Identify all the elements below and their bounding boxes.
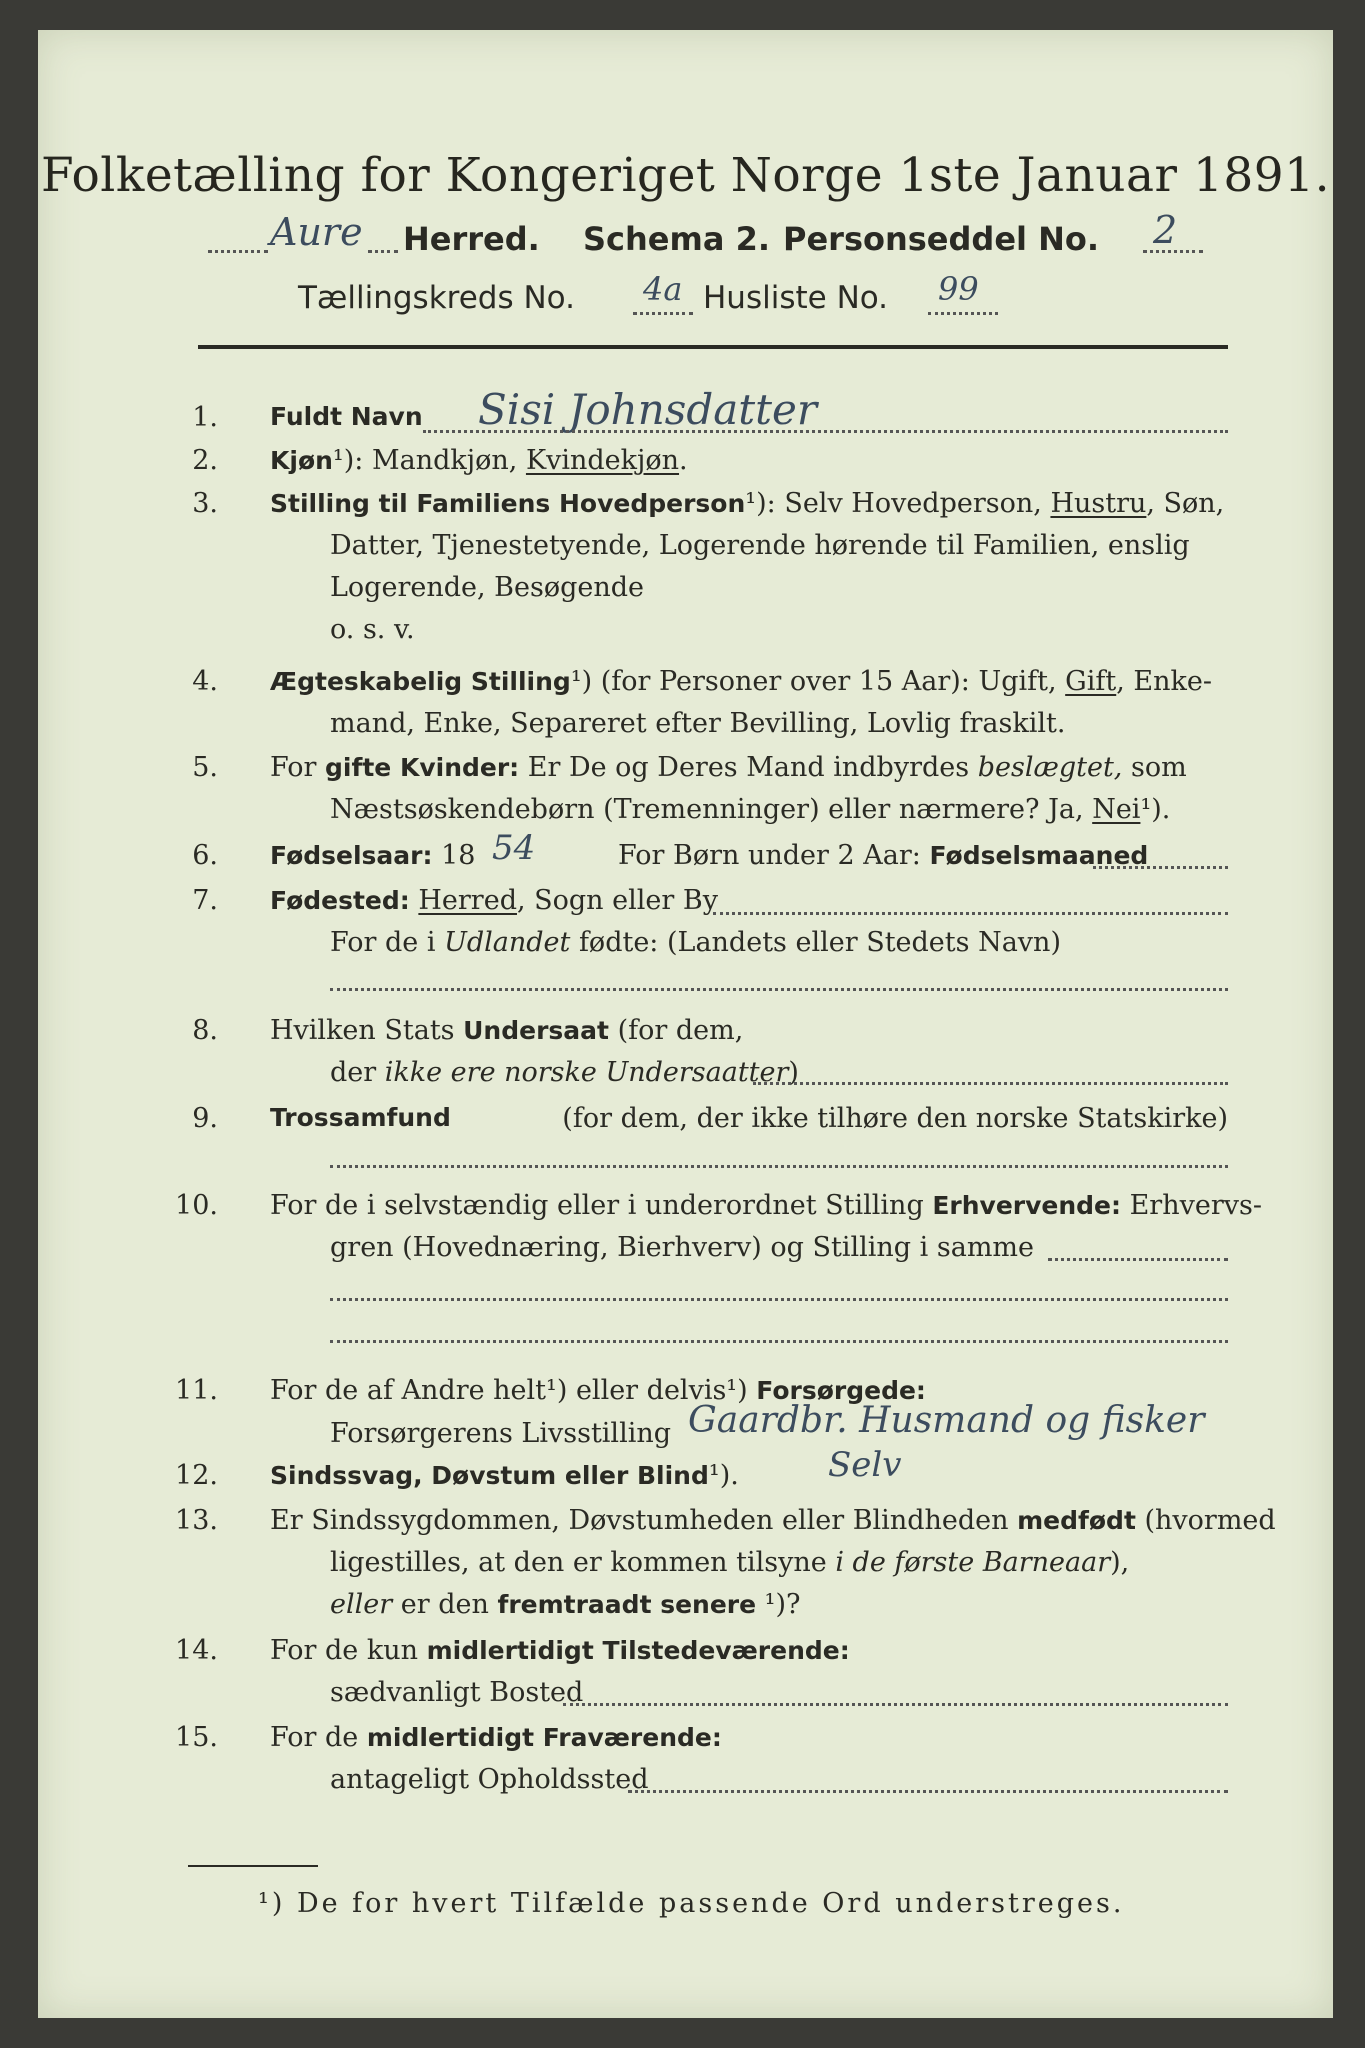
q15-number: 15. xyxy=(175,1722,218,1753)
q15-dots xyxy=(628,1790,1228,1793)
q8-line2-a: der xyxy=(330,1057,385,1088)
q5-text-e: som xyxy=(1122,752,1187,783)
q4-opt-gift: Gift xyxy=(1065,666,1117,697)
q6-value-year: 54 xyxy=(492,828,536,868)
q1-number: 1. xyxy=(192,402,218,433)
q13-line2-b: i de første Barneaar xyxy=(835,1547,1111,1578)
footnote-sup: ¹) xyxy=(258,1888,286,1919)
census-form-page xyxy=(38,30,1333,2018)
q8-number: 8. xyxy=(192,1015,218,1046)
q2-option-female: Kvindekjøn xyxy=(525,445,680,476)
q14-number: 14. xyxy=(175,1635,218,1666)
herred-dots xyxy=(208,250,268,253)
q1-value-name: Sisi Johnsdatter xyxy=(478,385,817,434)
q7-line2 xyxy=(330,927,1061,958)
q8-dots xyxy=(753,1082,1228,1085)
q7-label: Fødested: xyxy=(270,886,410,915)
q13-line3 xyxy=(330,1589,801,1620)
footnote xyxy=(258,1888,1124,1919)
q5-text-c: Er De og Deres Mand indbyrdes xyxy=(519,752,978,783)
q12-label: Sindssvag, Døvstum eller Blind xyxy=(270,1461,709,1490)
q13-number: 13. xyxy=(175,1505,218,1536)
q4-number: 4. xyxy=(192,666,218,697)
husliste-label: Husliste No. xyxy=(703,280,889,316)
q9-rest: (for dem, der ikke tilhøre den norske Statskirke) xyxy=(562,1103,1228,1134)
q7-dots xyxy=(713,912,1228,915)
husliste-value: 99 xyxy=(938,270,979,308)
q2-sup: ¹): xyxy=(332,445,372,476)
q14-text-a: For de kun xyxy=(270,1635,427,1666)
q3-opt-hustru: Hustru xyxy=(1050,488,1147,519)
q13-line3-d: ¹)? xyxy=(756,1589,801,1620)
q6-label: Fødselsaar: xyxy=(270,841,433,870)
herred-value: Aure xyxy=(270,210,363,254)
q3-line1 xyxy=(270,488,1224,519)
q7-line2-a: For de i xyxy=(330,927,445,958)
q14-line1 xyxy=(270,1635,850,1666)
q5-line2-c: ¹). xyxy=(1140,794,1171,825)
q5-opt-nei: Nei xyxy=(1092,794,1141,825)
q7-line2-b: Udlandet xyxy=(444,927,571,958)
q6-dots xyxy=(1093,866,1228,869)
q12-number: 12. xyxy=(175,1460,218,1491)
q10-label: Erhvervende: xyxy=(932,1191,1122,1220)
q15-line2: antageligt Opholdssted xyxy=(330,1764,649,1795)
q15-label: midlertidigt Fraværende: xyxy=(366,1723,722,1752)
q11-text-a: For de af Andre helt¹) eller delvis¹) xyxy=(270,1375,757,1406)
q13-line2-c: ), xyxy=(1110,1547,1130,1578)
q5-number: 5. xyxy=(192,752,218,783)
q8-text-c: (for dem, xyxy=(608,1015,744,1046)
q2-line xyxy=(270,445,688,476)
schema-label: Schema 2. xyxy=(583,220,770,258)
q6-mid: For Børn under 2 Aar: xyxy=(618,840,930,871)
q6-prefix: 18 xyxy=(432,840,476,871)
q2-option-male: Mandkjøn, xyxy=(371,445,526,476)
q4-label: Ægteskabelig Stilling xyxy=(270,667,571,696)
q13-line3-a: eller xyxy=(330,1589,393,1620)
q13-line2 xyxy=(330,1547,1129,1578)
q5-label: gifte Kvinder: xyxy=(325,753,520,782)
q2-label: Kjøn xyxy=(270,446,333,475)
q5-text-d: beslægtet, xyxy=(977,752,1123,783)
q5-line2 xyxy=(330,794,1170,825)
q3-sup: ¹): xyxy=(745,488,785,519)
q10-line1 xyxy=(270,1190,1262,1221)
q3-label: Stilling til Familiens Hovedperson xyxy=(270,489,746,518)
header-rule xyxy=(198,345,1228,349)
q8-line2-c: ) xyxy=(788,1057,799,1088)
q10-dots-1 xyxy=(1048,1258,1228,1261)
q9-line xyxy=(270,1103,1228,1134)
q7-number: 7. xyxy=(192,885,218,916)
q8-line1 xyxy=(270,1015,743,1046)
q1-dots xyxy=(423,430,1228,433)
q11-number: 11. xyxy=(175,1375,218,1406)
q14-label: midlertidigt Tilstedeværende: xyxy=(426,1636,850,1665)
q10-number: 10. xyxy=(175,1190,218,1221)
q9-label: Trossamfund xyxy=(270,1103,451,1132)
q7-line1 xyxy=(270,885,718,916)
q13-label: medfødt xyxy=(1017,1506,1136,1535)
q4-line1 xyxy=(270,666,1212,697)
q5-line1 xyxy=(270,752,1187,783)
q11-value-livsstilling: Gaardbr. Husmand og fisker xyxy=(688,1400,1205,1441)
q12-value: Selv xyxy=(828,1445,902,1485)
q15-line1 xyxy=(270,1722,722,1753)
q10-line2: gren (Hovednæring, Bierhverv) og Stilling i samme xyxy=(330,1232,1035,1263)
q7-line2-c: fødte: (Landets eller Stedets Navn) xyxy=(570,927,1061,958)
q14-line2: sædvanligt Bosted xyxy=(330,1677,584,1708)
q9-dots xyxy=(330,1165,1228,1168)
q12-sup: ¹). xyxy=(708,1460,739,1491)
q8-text-a: Hvilken Stats xyxy=(270,1015,464,1046)
q14-dots xyxy=(563,1703,1228,1706)
q9-number: 9. xyxy=(192,1103,218,1134)
q4-text-a: ¹) (for Personer over 15 Aar): Ugift, xyxy=(570,666,1066,697)
q3-number: 3. xyxy=(192,488,218,519)
q7-opt-herred: Herred xyxy=(418,885,517,916)
q2-tail: . xyxy=(679,445,688,476)
footnote-rule xyxy=(188,1865,318,1867)
q8-line2 xyxy=(330,1057,799,1088)
q3-line4: o. s. v. xyxy=(330,614,415,645)
q11-label: Forsørgede: xyxy=(756,1376,926,1405)
q13-text-c: (hvormed xyxy=(1135,1505,1276,1536)
q6-line xyxy=(270,840,475,871)
q10-dots-2 xyxy=(330,1298,1228,1301)
q10-dots-3 xyxy=(330,1340,1228,1343)
personseddel-label: Personseddel No. xyxy=(783,220,1100,258)
herred-label: Herred. xyxy=(403,220,540,258)
q11-line2: Forsørgerens Livsstilling xyxy=(330,1418,672,1449)
q8-line2-b: ikke ere norske Undersaatter xyxy=(384,1057,789,1088)
q4-line2: mand, Enke, Separeret efter Bevilling, Lovlig fraskilt. xyxy=(330,708,1066,739)
q3-line3: Logerende, Besøgende xyxy=(330,572,644,603)
footnote-text: De for hvert Tilfælde passende Ord understreges. xyxy=(285,1888,1125,1919)
q13-label2: fremtraadt senere xyxy=(497,1590,757,1619)
q5-line2-a: Næstsøskendebørn (Tremenninger) eller nærmere? Ja, xyxy=(330,794,1093,825)
kreds-dots xyxy=(633,312,693,315)
q12-line xyxy=(270,1460,739,1491)
q7-rest: , Sogn eller By xyxy=(516,885,718,916)
q13-line3-b: er den xyxy=(392,1589,498,1620)
herred-dots-2 xyxy=(368,250,398,253)
q15-text-a: For de xyxy=(270,1722,367,1753)
q13-line1 xyxy=(270,1505,1276,1536)
q6-line-b xyxy=(618,840,1148,871)
q3-opt-a: Selv Hovedperson, xyxy=(784,488,1051,519)
husliste-dots xyxy=(928,312,998,315)
q13-line2-a: ligestilles, at den er kommen tilsyne xyxy=(330,1547,836,1578)
q3-line2: Datter, Tjenestetyende, Logerende hørende til Familien, enslig xyxy=(330,530,1190,561)
q10-text-c: Erhvervs- xyxy=(1121,1190,1262,1221)
personseddel-dots xyxy=(1143,250,1203,253)
q3-opt-c: , Søn, xyxy=(1146,488,1225,519)
form-title: Folketælling for Kongeriget Norge 1ste Januar 1891. xyxy=(40,148,1331,203)
q6-label2: Fødselsmaaned xyxy=(929,841,1149,870)
kreds-label: Tællingskreds No. xyxy=(298,280,575,316)
q1-label: Fuldt Navn xyxy=(270,402,423,431)
q5-text-a: For xyxy=(270,752,326,783)
q4-text-c: , Enke- xyxy=(1116,666,1212,697)
q13-text-a: Er Sindssygdommen, Døvstumheden eller Blindheden xyxy=(270,1505,1018,1536)
q6-number: 6. xyxy=(192,840,218,871)
q7-dots-2 xyxy=(330,988,1228,991)
q10-text-a: For de i selvstændig eller i underordnet Stilling xyxy=(270,1190,933,1221)
personseddel-value: 2 xyxy=(1153,208,1178,252)
q2-number: 2. xyxy=(192,445,218,476)
kreds-value: 4a xyxy=(643,270,683,308)
q8-label: Undersaat xyxy=(463,1016,609,1045)
